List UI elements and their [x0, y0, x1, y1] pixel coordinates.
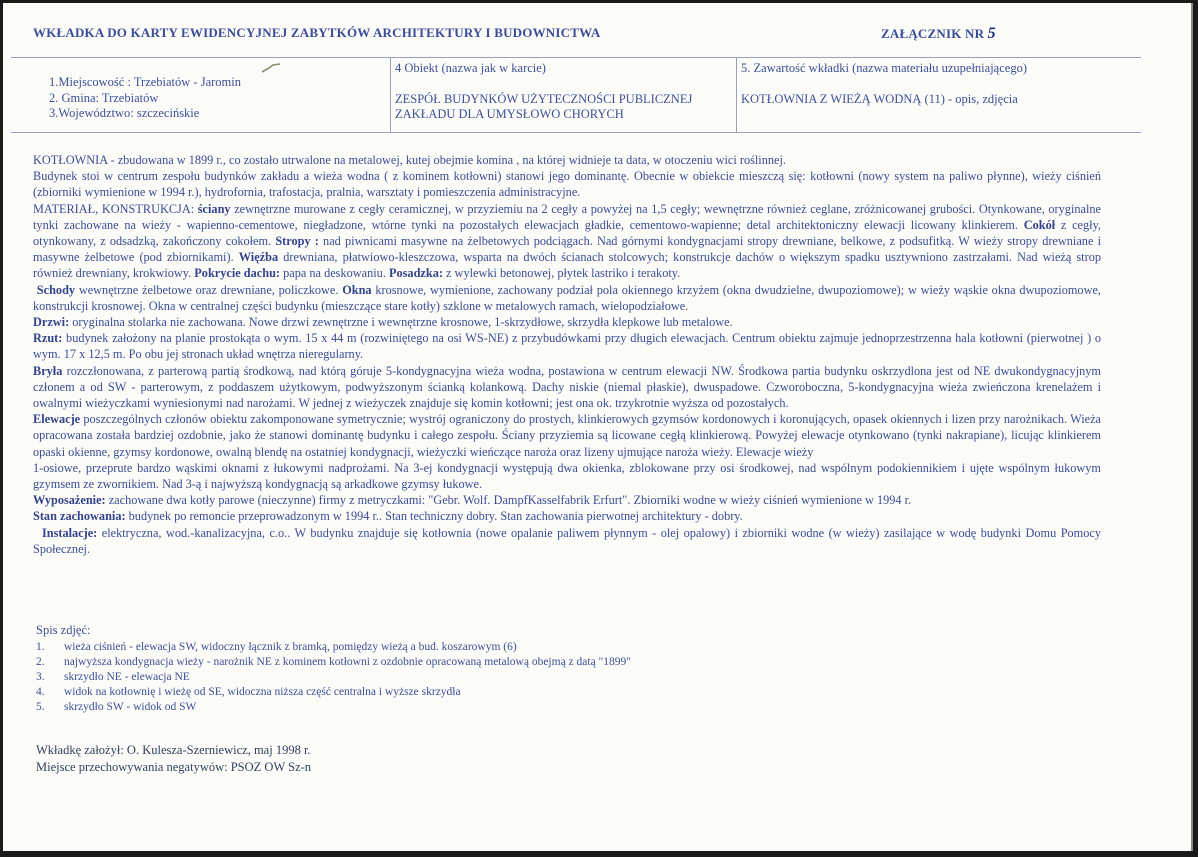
paragraph-building-function: Budynek stoi w centrum zespołu budynków zakładu a wieża wodna ( z kominem kotłowni) stanowi jego dominantę. Obecnie w obiekcie mieszczą się: kotłowni (nowy system na paliwo płynne), wieży ciśnień (zbiorniki wymienione w 1994 r.), hydrofornia, trafostacja, pralnia, warsztaty i pomieszczenia administracyjne. — [33, 169, 1101, 200]
record-insert-sheet — [3, 3, 1193, 851]
condition-text: budynek po remoncie przeprowadzonym w 1994 r.. Stan techniczny dobry. Stan zachowania pierwotnej architektury - dobry. — [125, 509, 743, 524]
paragraph-stairs-windows — [33, 282, 1101, 314]
roofing-heading: Pokrycie dachu: — [194, 266, 281, 281]
windows-heading: Okna — [342, 282, 372, 297]
photo-caption: skrzydło NE - elewacja NE — [64, 671, 190, 683]
paragraph-condition — [33, 508, 1101, 524]
plan-text: budynek założony na planie prostokąta o wym. 15 x 44 m (rozwiniętego na osi WS-NE) z przybudówkami przy długich elewacjach. Centrum obiektu zajmuje jednoprzestrzenna hala kotłowni (pierwotnej ) o wym. 17 x 12,5 m. Po obu jej stronach układ wnętrza nieregularny. — [33, 331, 1101, 362]
negatives-storage-line: Miejsce przechowywania negatywów: PSOZ OW Sz-n — [36, 760, 312, 774]
elevations-heading: Elewacje — [33, 412, 81, 427]
stairs-text: wewnętrzne żelbetowe oraz drewniane, policzkowe. — [75, 282, 343, 297]
equipment-text: zachowane dwa kotły parowe (nieczynne) firmy z metryczkami: "Gebr. Wolf. DampfKasselfabrik Erfurt". Zbiorniki wodne w wieży ciśnień wymienione w 1994 r. — [105, 493, 912, 508]
list-item — [36, 655, 936, 670]
document-title: WKŁADKA DO KARTY EWIDENCYJNEJ ZABYTKÓW ARCHITEKTURY I BUDOWNICTWA — [33, 25, 601, 40]
paragraph-massing — [33, 363, 1101, 412]
photo-number: 1. — [36, 641, 45, 653]
roof-truss-heading: Więźba — [238, 250, 279, 265]
paragraph-tower-elevations: 1-osiowe, przeprute bardzo wąskimi oknami z łukowymi nadprożami. Na 3-ej kondygnacji występują dwa okienka, zblokowane przy osi środkowej, nad wspólnym podokiennikiem i ujęte wspólnym łukowym gzymsem ze zwornikiem. Nad 3-ą i najwyższą kondygnacją są arkadkowe gzymsy łukowe. — [33, 460, 1101, 492]
ceilings-heading: Stropy : — [275, 234, 319, 249]
walls-heading: ściany — [197, 201, 231, 216]
paragraph-materials — [33, 201, 1101, 282]
footer — [36, 742, 311, 776]
photo-items — [36, 640, 936, 715]
annex-number: 5 — [987, 25, 996, 42]
paragraph-boiler-house: KOTŁOWNIA - zbudowana w 1899 r., co zostało utrwalone na metalowej, kutej obejmie komina , na której widnieje ta data, w otoczeniu wici roślinnej. — [33, 153, 786, 167]
object-label: 4 Obiekt (nazwa jak w karcie) — [395, 61, 546, 75]
object-cell — [395, 61, 735, 123]
photo-number: 5. — [36, 701, 45, 713]
paragraph-installations — [33, 525, 1101, 557]
photo-caption: widok na kotłownię i wieżę od SE, widoczna niższa część centralna i wyższe skrzydła — [64, 686, 461, 698]
annex-label: ZAŁĄCZNIK NR — [881, 26, 985, 41]
pen-mark-icon — [261, 63, 281, 73]
header-divider — [11, 57, 1141, 58]
location-line-commune: 2. Gmina: Trzebiatów — [49, 90, 159, 105]
photo-list — [36, 623, 936, 715]
floor-text: z wylewki betonowej, płytek lastriko i terakoty. — [442, 266, 681, 281]
roofing-text: papa na deskowaniu. — [280, 266, 389, 281]
massing-text: rozczłonowana, z parterową partią środkową, nad którą góruje 5-kondygnacyjna wieża wodna, postawiona w centrum elewacji NW. Środkowa partia budynku oskrzydlona jest od NE dwukondygnacyjnym członem a od SW - parterowym, z poddaszem użytkowym, podwyższonym ścianką kolankową. Dachy niskie (niemal płaskie), dwuspadowe. Czworoboczna, 5-kondygnacyjna wieża zwieńczona krenelażem i owalnymi wieżyczkami wyniesionymi nad narożami. W jednej z wieżyczek znajduje się komin kotłowni; jest ona ok. trzykrotnie wyższa od pozostałych. — [33, 363, 1101, 411]
list-item — [36, 700, 936, 715]
paragraph-doors — [33, 314, 1101, 330]
materials-heading: MATERIAŁ, KONSTRUKCJA: — [33, 201, 195, 216]
plinth-heading: Cokół — [1023, 217, 1056, 232]
object-name-line1: ZESPÓŁ BUDYNKÓW UŻYTECZNOŚCI PUBLICZNEJ — [395, 91, 693, 106]
contents-label: 5. Zawartość wkładki (nazwa materiału uzupełniającego) — [741, 61, 1027, 75]
plan-heading: Rzut: — [33, 331, 63, 346]
photo-caption: wieża ciśnień - elewacja SW, widoczny łącznik z bramką, pomiędzy wieżą a bud. koszarowym (6) — [64, 641, 517, 653]
doors-text: oryginalna stolarka nie zachowana. Nowe drzwi zewnętrzne i wewnętrzne krosnowe, 1-skrzydłowe, skrzydła klepkowe lub metalowe. — [69, 315, 733, 330]
list-item — [36, 670, 936, 685]
plinth-text: z cegły, otynkowany, z odsadzką, zakończony cokołem. — [33, 217, 1101, 249]
paragraph-elevations — [33, 411, 1101, 460]
object-name-line2: ZAKŁADU DLA UMYSŁOWO CHORYCH — [395, 107, 624, 121]
photo-number: 2. — [36, 656, 45, 668]
list-item — [36, 685, 936, 700]
installations-heading: Instalacje: — [41, 525, 98, 540]
windows-text: krosnowe, wymienione, zachowany podział pola okiennego krzyżem (okna dwudzielne, dwupoziomowe); w wieży wąskie okna dwupoziomowe, konstrukcji krosnowej. Okna w centralnej części budynku (mieszczące stare kotły) szklone w metalowych ramach, wielopodziałowe. — [33, 282, 1101, 313]
list-item — [36, 640, 936, 655]
photo-list-title: Spis zdjęć: — [36, 623, 91, 637]
photo-number: 3. — [36, 671, 45, 683]
location-line-voivodeship: 3.Województwo: szczecińskie — [49, 106, 200, 120]
location-cell — [49, 75, 384, 122]
author-line: Wkładkę założył: O. Kulesza-Szerniewicz, maj 1998 r. — [36, 743, 311, 757]
annex-heading — [881, 25, 996, 43]
photo-caption: skrzydło SW - widok od SW — [64, 701, 197, 713]
description-body — [33, 152, 1101, 557]
info-table-divider-2 — [736, 57, 737, 133]
photo-number: 4. — [36, 686, 45, 698]
doors-heading: Drzwi: — [33, 315, 70, 330]
contents-value: KOTŁOWNIA Z WIEŻĄ WODNĄ (11) - opis, zdjęcia — [741, 91, 1018, 106]
photo-caption: najwyższa kondygnacja wieży - narożnik NE z kominem kotłowni z ozdobnie opracowaną metalową obejmą z datą "1899" — [64, 656, 631, 668]
location-line-town: 1.Miejscowość : Trzebiatów - Jaromin — [49, 75, 241, 89]
info-table-bottom-border — [11, 132, 1141, 133]
contents-cell — [741, 61, 1141, 107]
paragraph-equipment — [33, 492, 1101, 508]
stairs-heading: Schody — [36, 282, 76, 297]
equipment-heading: Wyposażenie: — [33, 493, 106, 508]
massing-heading: Bryła — [33, 363, 63, 378]
info-table-divider-1 — [390, 57, 391, 133]
roof-truss-text: drewniana, płatwiowo-kleszczowa, wsparta na dwóch ścianach stolcowych; konstrukcje dachów o większym spadku usztywniono zastrzałami. Nad wieżą strop również drewniany, krokwiowy. — [33, 250, 1101, 281]
ceilings-text: nad piwnicami masywne na żelbetowych podciągach. Nad górnymi kondygnacjami stropy drewniane, belkowe, z podsufitką. W wieży stropy drewniane i masywne żelbetowe (pod zbiornikami). — [33, 234, 1101, 265]
paragraph-plan — [33, 330, 1101, 362]
elevations-text: poszczególnych członów obiektu zakomponowane symetrycznie; wystrój ograniczony do prostych, klinkierowych gzymsów kordonowych i koronujących, opasek okiennych i lizen przy narożnikach. Wieża opracowana została bardziej ozdobnie, jako że stanowi dominantę budynku i całego zespołu. Ściany przyziemia są licowane cegłą klinkierową. Powyżej elewacje otynkowano (tynki nakrapiane), licując klinkierem opaski okienne, gzymsy kordonowe, owalną blendę na ostatniej kondygnacji, wieżyczki wieńczące naroża oraz lizeny ujmujące naroża wieży. Elewacje wieży — [33, 412, 1101, 459]
installations-text: elektryczna, wod.-kanalizacyjna, c.o.. W budynku znajduje się kotłownia (nowe opalanie paliwem płynnym - olej opalowy) i zbiorniki wodne (w wieży) zasilające w wodę budynki Domu Pomocy Społecznej. — [33, 525, 1101, 556]
condition-heading: Stan zachowania: — [33, 509, 126, 524]
floor-heading: Posadzka: — [388, 266, 443, 281]
walls-text: zewnętrzne murowane z cegły ceramicznej, w przyziemiu na 2 cegły a powyżej na 1,5 cegły; wewnętrzne również ceglane, zróżnicowanej grubości. Otynkowane, oryginalne tynki zachowane na wieży - wapienno-cementowe, niegładzone, wtórne tynki na pozostałych elewacjach gładkie, cementowo-wapienne; detal architektoniczny elewacji licowany klinkierem. — [33, 201, 1101, 232]
